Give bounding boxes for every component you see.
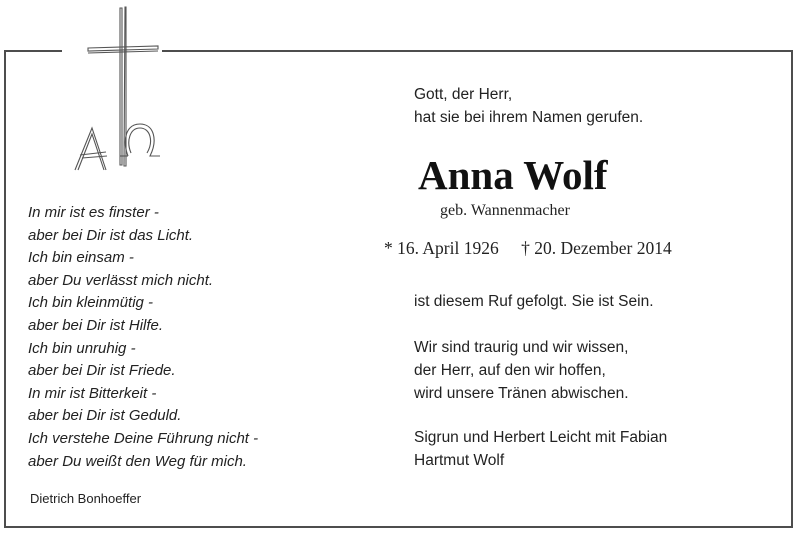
birth-name: geb. Wannenmacher (440, 202, 570, 219)
poem (28, 202, 258, 473)
poem-author: Dietrich Bonhoeffer (30, 491, 142, 506)
birth-date: * 16. April 1926 (384, 238, 499, 258)
poem-line: aber bei Dir ist Hilfe. (28, 316, 164, 334)
mourning-text (414, 336, 629, 405)
death-date: † 20. Dezember 2014 (521, 238, 672, 258)
mourning-line: wird unsere Tränen abwischen. (414, 385, 629, 402)
bible-quote (414, 83, 643, 129)
poem-line: Ich bin kleinmütig - (28, 294, 154, 312)
family-line: Sigrun und Herbert Leicht mit Fabian (414, 429, 668, 446)
family-line: Hartmut Wolf (414, 452, 505, 469)
poem-line: Ich verstehe Deine Führung nicht - (28, 429, 259, 447)
quote-line: hat sie bei ihrem Namen gerufen. (414, 109, 644, 126)
cross-alpha-omega-icon (62, 0, 162, 185)
deceased-name: Anna Wolf (418, 152, 608, 198)
poem-line: Ich bin einsam - (28, 249, 134, 267)
poem-line: aber bei Dir ist Friede. (28, 362, 176, 380)
mourning-line: Wir sind traurig und wir wissen, (414, 339, 629, 356)
poem-line: Ich bin unruhig - (28, 339, 136, 357)
poem-line: aber Du verlässt mich nicht. (28, 271, 214, 289)
mourning-line: der Herr, auf den wir hoffen, (414, 362, 606, 379)
life-dates (384, 238, 672, 259)
poem-line: aber bei Dir ist das Licht. (28, 226, 194, 244)
poem-line: In mir ist Bitterkeit - (28, 384, 157, 402)
followed-line: ist diesem Ruf gefolgt. Sie ist Sein. (414, 293, 654, 310)
poem-line: aber Du weißt den Weg für mich. (28, 452, 247, 470)
family-signature (414, 426, 667, 472)
followed-text (414, 290, 654, 313)
poem-line: In mir ist es finster - (28, 204, 159, 221)
poem-line: aber bei Dir ist Geduld. (28, 407, 182, 425)
quote-line: Gott, der Herr, (414, 86, 513, 103)
